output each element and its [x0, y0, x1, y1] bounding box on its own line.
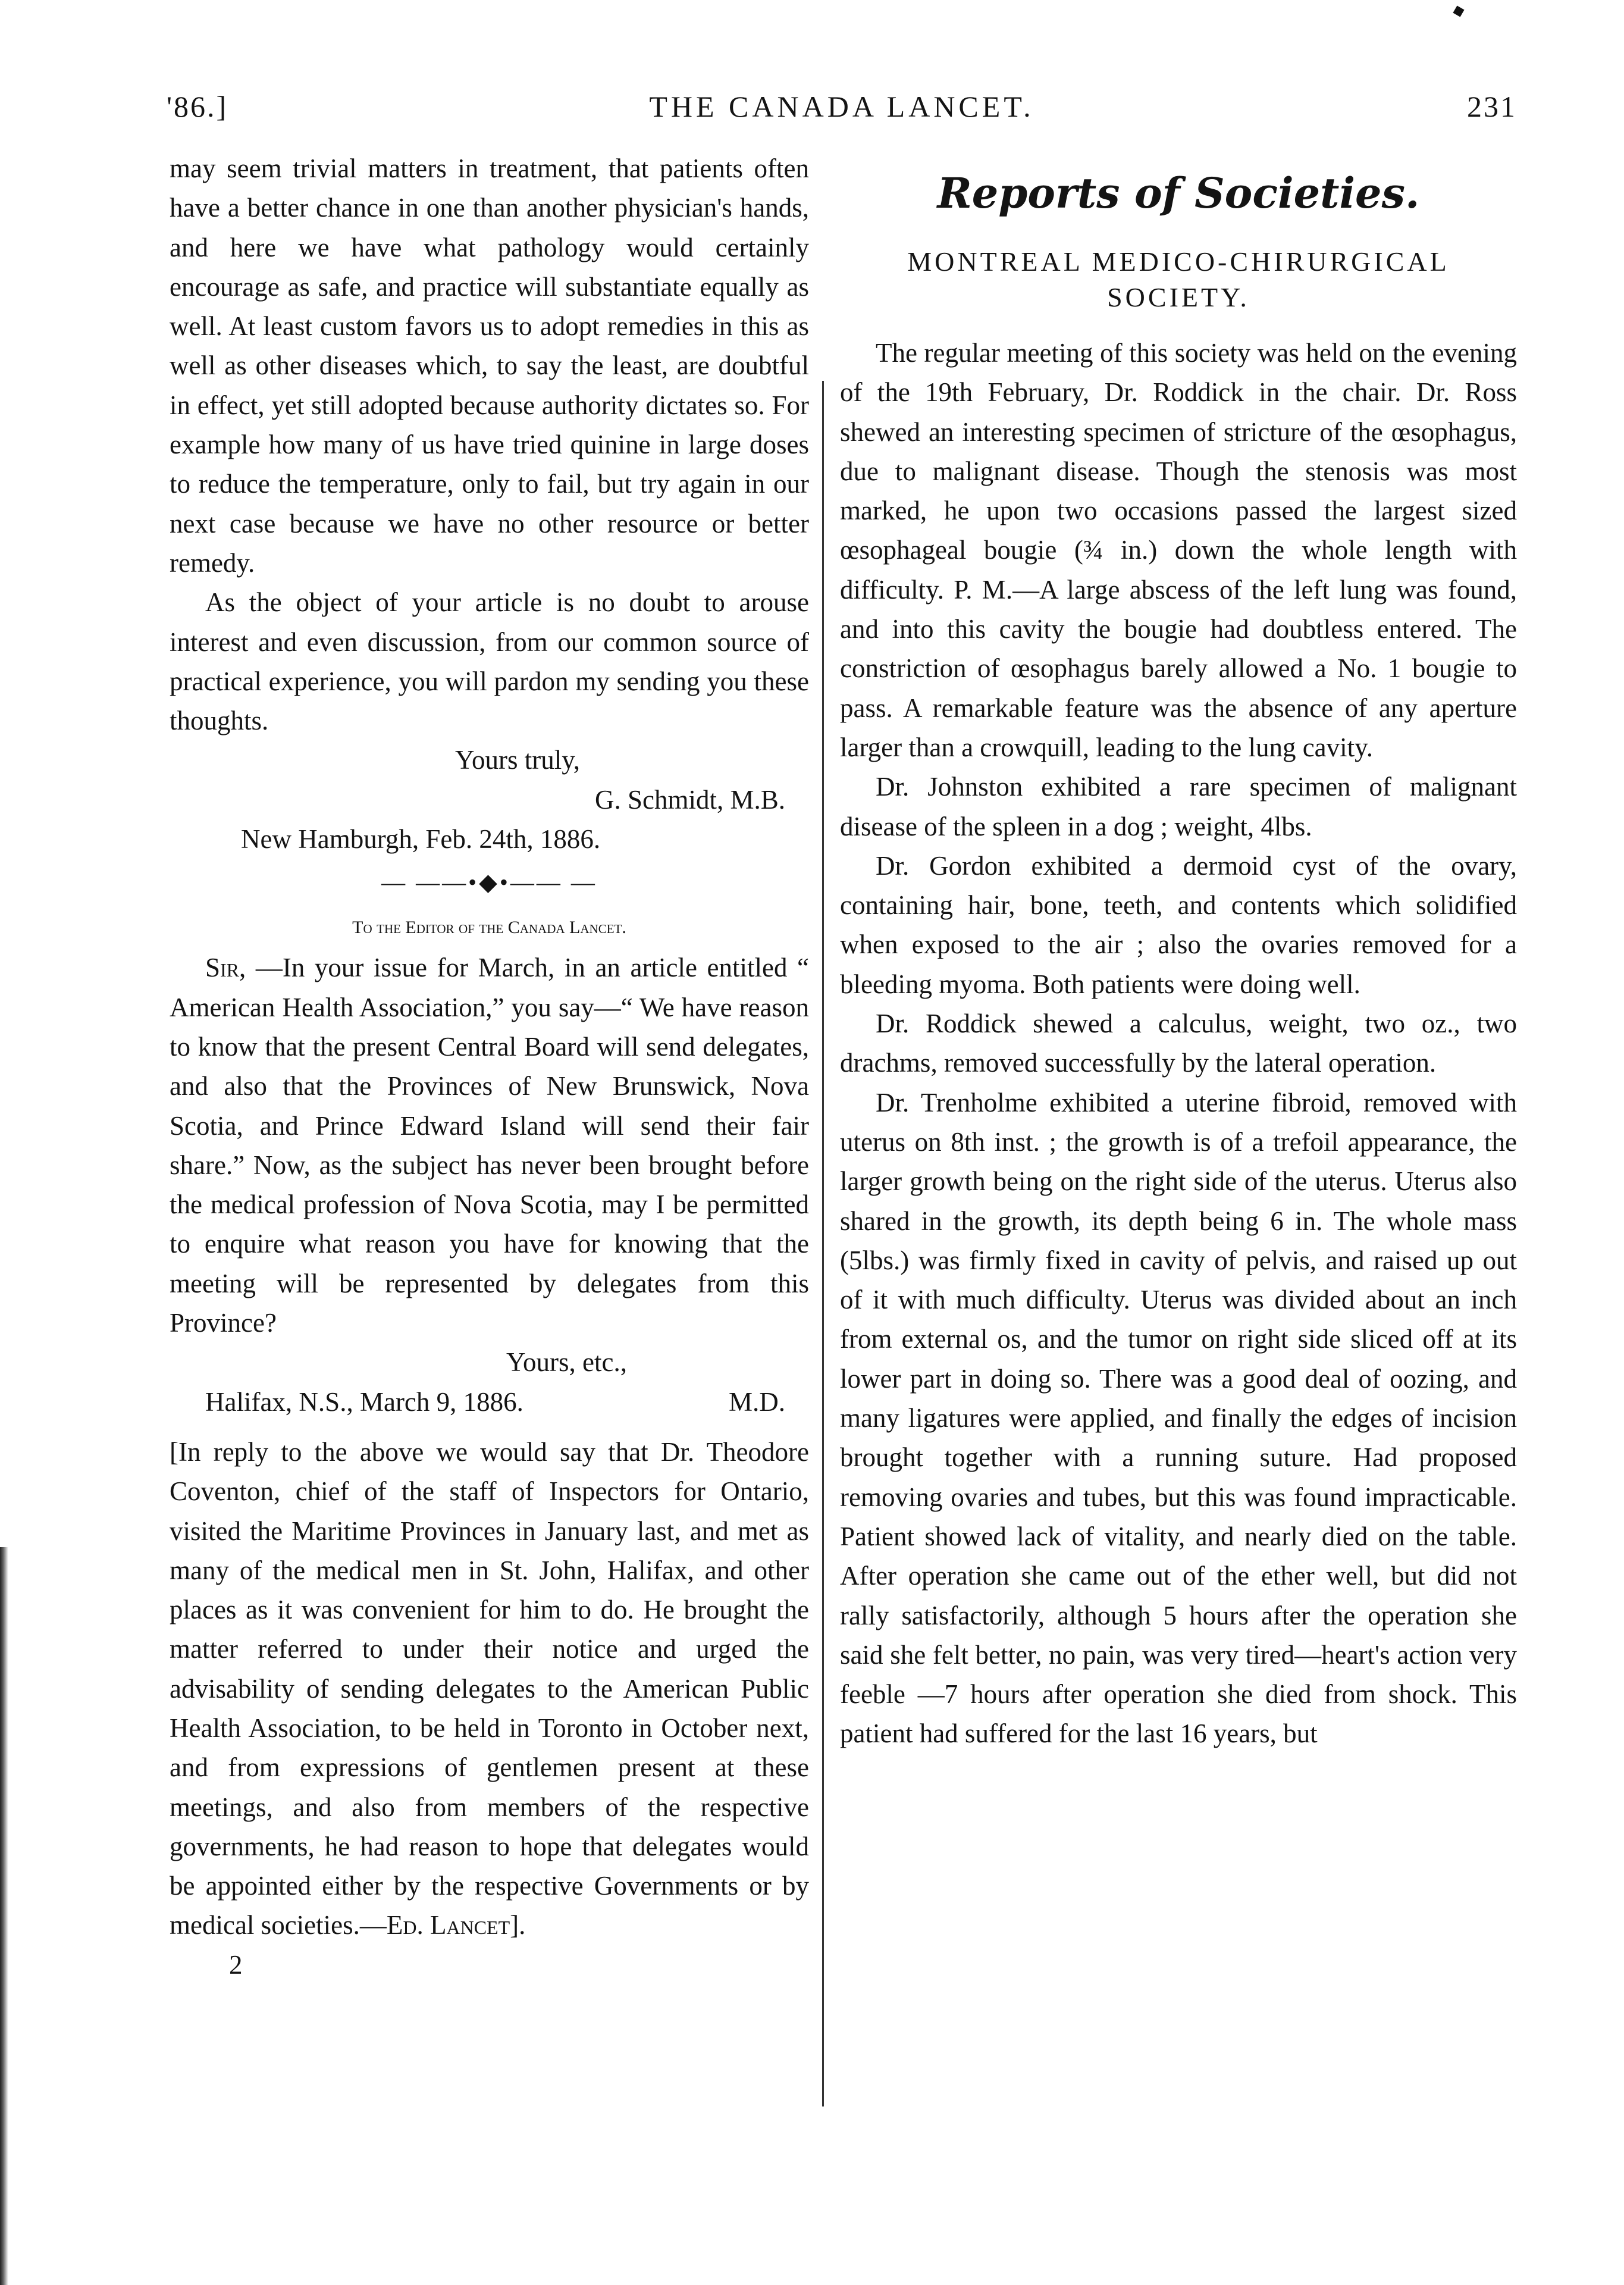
binding-edge	[0, 1547, 8, 2285]
continued-paragraph: may seem trivial matters in treatment, that patients often have a better chance in one than another physician's hands, and here we have what pathology would certainly encourage as safe, and practice will substantiate equally as well. At least custom favors us to adopt remedies in this as well as other diseases which, to say the least, are doubtful in effect, yet still adopted because authority dictates so. For example how many of us have tried quinine in large doses to reduce the temperature, only to fail, but try again in our next case because we have no other resource or better remedy.	[170, 154, 809, 578]
right-column	[840, 149, 1517, 1754]
letter-signature: G. Schmidt, M.B.	[594, 784, 785, 815]
editor-reply	[170, 1432, 809, 1945]
running-title: THE CANADA LANCET.	[649, 90, 1034, 123]
reply-signature: Ed. Lancet	[386, 1910, 510, 1940]
signature-mark: 2	[229, 1949, 243, 1980]
reply-end: ].	[510, 1910, 526, 1940]
page-number: 231	[1467, 90, 1517, 123]
letter-body	[170, 948, 809, 1342]
report-paragraph-4: Dr. Roddick shewed a calculus, weight, two oz., two drachms, removed successfully by the lateral operation.	[840, 1009, 1517, 1078]
signature-2: M.D.	[728, 1386, 785, 1417]
section-heading: Reports of Societies.	[937, 168, 1420, 218]
header-left: '86.]	[167, 90, 228, 123]
page-header	[167, 89, 1517, 137]
dateline-2: Halifax, N.S., March 9, 1886.	[205, 1386, 523, 1417]
letter-body-text: —In your issue for March, in an article entitled “ American Health Association,” you say—“ We have reason to know that the present Central Board will send delegates, and also that the Provinces of New Brunswick, Nova Scotia, and Prince Edward Island will send their fair share.” Now, as the subject has never been brought before the medical profession of Nova Scotia, may I be permitted to enquire what reason you have for knowing that the meeting will be represented by delegates from this Province?	[170, 953, 809, 1338]
reply-text: [In reply to the above we would say that Dr. Theodore Coventon, chief of the staff of Inspectors for Ontario, visited the Maritime Provinces in January last, and met as many of the medical men in St. John, Halifax, and other places as it was convenient for him to do. He brought the matter referred to under their notice and urged the advisability of sending delegates to the American Public Health Association, to be held in Toronto in October next, and from expressions of gentlemen present at these meetings, and also from members of the respective governments, he had reason to hope that delegates would be appointed either by the respective Governments or by medical societies.—	[170, 1436, 809, 1940]
corner-mark	[1453, 5, 1464, 17]
letter-closing: Yours truly,	[455, 745, 581, 775]
left-column	[170, 149, 809, 1984]
column-divider	[822, 381, 824, 2106]
section-ornament: — ——•◆•—— —	[381, 869, 597, 896]
letter-addressee: To the Editor of the Canada Lancet.	[352, 918, 626, 938]
letter-paragraph: As the object of your article is no doubt to arouse interest and even discussion, from our common source of practical experience, you will pardon my sending you these thoughts.	[170, 587, 809, 736]
report-paragraph-2: Dr. Johnston exhibited a rare specimen of malignant disease of the spleen in a dog ; weight, 4lbs.	[840, 772, 1517, 841]
letter-dateline: New Hamburgh, Feb. 24th, 1886.	[241, 824, 601, 854]
letter-dateline-2	[170, 1382, 809, 1422]
society-name: MONTREAL MEDICO-CHIRURGICAL SOCIETY.	[907, 246, 1450, 312]
report-paragraph-3: Dr. Gordon exhibited a dermoid cyst of the ovary, containing hair, bone, teeth, and contents which solidified when exposed to the air ; also the ovaries removed for a bleeding myoma. Both patients were doing well.	[840, 850, 1517, 999]
report-paragraph-1: The regular meeting of this society was held on the evening of the 19th February, Dr. Roddick in the chair. Dr. Ross shewed an interesting specimen of stricture of the œsophagus, due to malignant disease. Though the stenosis was most marked, he upon two occasions passed the largest sized œsophageal bougie (¾ in.) down the whole length with difficulty. P. M.—A large abscess of the left lung was found, and into this cavity the bougie had doubtless entered. The constriction of œsophagus barely allowed a No. 1 bougie to pass. A remarkable feature was the absence of any aperture larger than a crowquill, leading to the lung cavity.	[840, 338, 1517, 762]
salutation: Sir,	[205, 953, 246, 983]
letter-closing-2: Yours, etc.,	[506, 1347, 627, 1378]
report-paragraph-5: Dr. Trenholme exhibited a uterine fibroid, removed with uterus on 8th inst. ; the growth is of a trefoil appearance, the larger growth being on the right side of the uterus. Uterus also shared in the growth, its depth being 6 in. The whole mass (5lbs.) was firmly fixed in cavity of pelvis, and raised up out of it with much difficulty. Uterus was divided about an inch from external os, and the tumor on right side sliced off at its lower part in doing so. There was a good deal of oozing, and many ligatures were applied, and finally the edges of incision brought together with a running suture. Had proposed removing ovaries and tubes, but this was found impracticable. Patient showed lack of vitality, and nearly died on the table. After operation she came out of the ether well, but did not rally satisfactorily, although 5 hours after the operation she said she felt better, no pain, was very tired—heart's action very feeble —7 hours after operation she died from shock. This patient had suffered for the last 16 years, but	[840, 1087, 1517, 1749]
